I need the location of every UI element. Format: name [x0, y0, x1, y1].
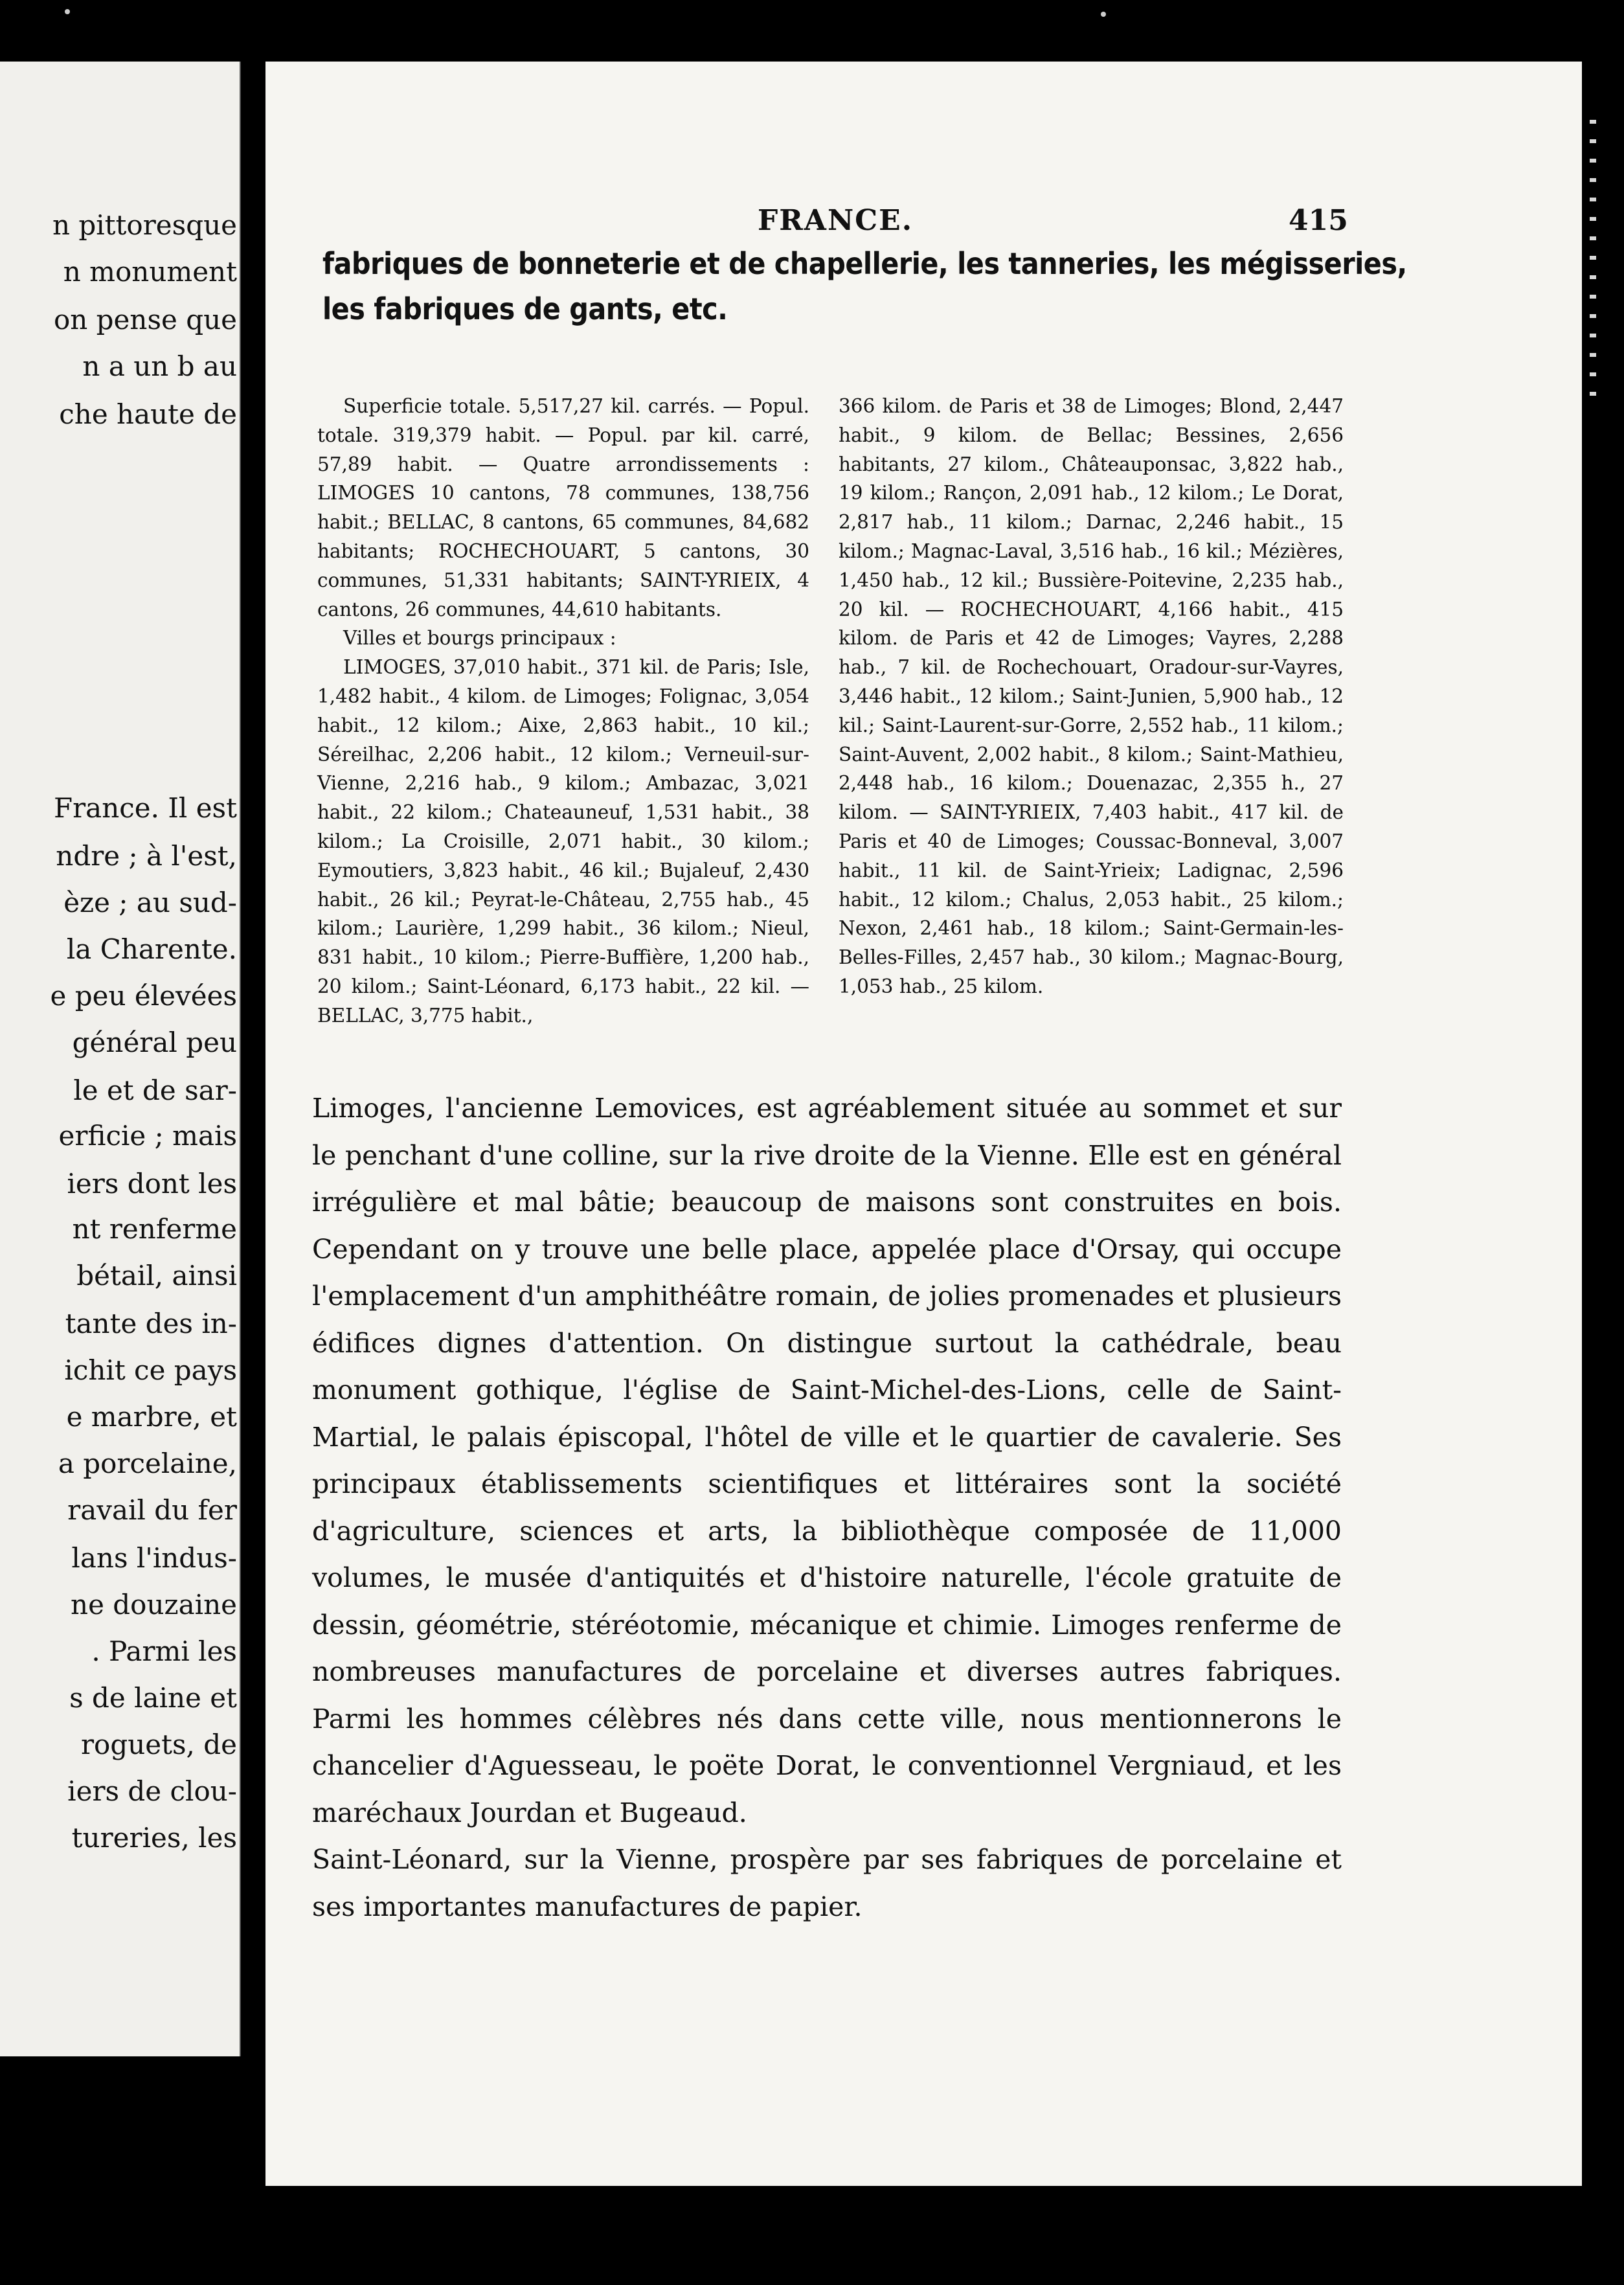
facing-page-line: èze ; au sud- — [63, 887, 237, 918]
facing-page-line: ichit ce pays — [64, 1354, 237, 1386]
towns-paragraph-continued: 366 kilom. de Paris et 38 de Limoges; Blond, 2,447 habit., 9 kilom. de Bellac; Bessines, 2,656 habitants, 27 kilom., Châteauponsac, 3,822 hab., 19 kilom.; Rançon, 2,091 hab., 12 kilom.; Le Dorat, 2,817 hab., 11 kilom.; Darnac, 2,246 habit., 15 kilom.; Magnac-Laval, 3,516 hab., 16 kil.; Mézières, 1,450 hab., 12 kil.; Bussière-Poitevine, 2,235 hab., 20 kil. — ROCHECHOUART, 4,166 habit., 415 kilom. de Paris et 42 de Limoges; Vayres, 2,288 hab., 7 kil. de Rochechouart, Oradour-sur-Vayres, 3,446 habit., 12 kilom.; Saint-Junien, 5,900 hab., 12 kil.; Saint-Laurent-sur-Gorre, 2,552 hab., 11 kilom.; Saint-Auvent, 2,002 habit., 8 kilom.; Saint-Mathieu, 2,448 hab., 16 kilom.; Douenazac, 2,355 h., 27 kilom. — SAINT-YRIEIX, 7,403 habit., 417 kil. de Paris et 40 de Limoges; Coussac-Bonneval, 3,007 habit., 11 kil. de Saint-Yrieix; Ladignac, 2,596 habit., 12 kilom.; Chalus, 2,053 habit., 25 kilom.; Nexon, 2,461 hab., 18 kilom.; Saint-Germain-les-Belles-Filles, 2,457 hab., 30 kilom.; Magnac-Bourg, 1,053 hab., 25 kilom. — [839, 395, 1344, 997]
facing-page-line: bétail, ainsi — [76, 1260, 237, 1291]
facing-page-line: tante des in- — [65, 1308, 237, 1339]
facing-page-line: n pittoresque — [52, 209, 237, 241]
intro-line-1: fabriques de bonneterie et de chapellerie, les tanneries, les mégisseries, — [322, 246, 1407, 281]
body-text — [312, 1085, 1342, 1930]
facing-page-line: on pense que — [53, 304, 237, 335]
facing-page-line: . Parmi les — [91, 1635, 237, 1667]
facing-page-line: iers de clou- — [67, 1775, 237, 1807]
facing-page-left — [0, 62, 241, 2056]
facing-page-line: lans l'indus- — [71, 1542, 237, 1574]
facing-page-line: e peu élevées — [50, 980, 237, 1012]
facing-page-line: général peu — [72, 1027, 237, 1058]
facing-page-line: che haute de — [59, 398, 237, 430]
body-paragraph-saint-leonard: Saint-Léonard, sur la Vienne, prospère par ses fabriques de porcelaine et ses importantes manufactures de papier. — [312, 1844, 1342, 1922]
facing-page-line: France. Il est — [53, 792, 237, 824]
facing-page-line: ravail du fer — [67, 1494, 237, 1526]
statistics-column-left — [317, 392, 809, 1030]
facing-page-line: e marbre, et — [66, 1401, 237, 1433]
facing-page-line: nt renferme — [72, 1213, 237, 1245]
facing-page-line: ndre ; à l'est, — [56, 840, 237, 872]
scan-speck — [1101, 12, 1106, 17]
facing-page-line: ne douzaine — [71, 1589, 237, 1620]
statistics-column-right — [839, 392, 1344, 1001]
book-page — [265, 62, 1582, 2186]
facing-page-line: le et de sar- — [73, 1074, 237, 1106]
facing-page-line: iers dont les — [67, 1168, 237, 1199]
statistics-paragraph: Superficie totale. 5,517,27 kil. carrés. — Popul. totale. 319,379 habit. — Popul. par kil. carré, 57,89 habit. — Quatre arrondissements : LIMOGES 10 cantons, 78 communes, 138,756 habit.; BELLAC, 8 cantons, 65 communes, 84,682 habitants; ROCHECHOUART, 5 cantons, 30 communes, 51,331 habitants; SAINT-YRIEIX, 4 cantons, 26 communes, 44,610 habitants. — [317, 395, 809, 620]
page-number: 415 — [1289, 204, 1348, 237]
page-edge-artifact — [1590, 120, 1596, 405]
facing-page-line: erficie ; mais — [58, 1120, 237, 1152]
facing-page-line: la Charente. — [66, 933, 237, 965]
facing-page-line: s de laine et — [69, 1682, 237, 1714]
scan-speck — [65, 9, 70, 14]
running-title: FRANCE. — [758, 204, 914, 237]
facing-page-line: roguets, de — [80, 1729, 237, 1760]
body-paragraph-limoges: Limoges, l'ancienne Lemovices, est agréablement située au sommet et sur le penchant d'une colline, sur la rive droite de la Vienne. Elle est en général irrégulière et mal bâtie; beaucoup de maisons sont construites en bois. Cependant on y trouve une belle place, appelée place d'Orsay, qui occupe l'emplacement d'un amphithéâtre romain, de jolies promenades et plusieurs édifices dignes d'attention. On distingue surtout la cathédrale, beau monument gothique, l'église de Saint-Michel-des-Lions, celle de Saint-Martial, le palais épiscopal, l'hôtel de ville et le quartier de cavalerie. Ses principaux établissements scientifiques et littéraires sont la société d'agriculture, sciences et arts, la bibliothèque composée de 11,000 volumes, le musée d'antiquités et d'histoire naturelle, l'école gratuite de dessin, géométrie, stéréotomie, mécanique et chimie. Limoges renferme de nombreuses manufactures de porcelaine et diverses autres fabriques. Parmi les hommes célèbres nés dans cette ville, nous mentionnerons le chancelier d'Aguesseau, le poëte Dorat, le conventionnel Vergniaud, et les maréchaux Jourdan et Bugeaud. — [312, 1093, 1342, 1828]
towns-paragraph: LIMOGES, 37,010 habit., 371 kil. de Paris; Isle, 1,482 habit., 4 kilom. de Limoges; Folignac, 3,054 habit., 12 kilom.; Aixe, 2,863 habit., 10 kil.; Séreilhac, 2,206 habit., 12 kilom.; Verneuil-sur-Vienne, 2,216 hab., 9 kilom.; Ambazac, 3,021 habit., 22 kilom.; Chateauneuf, 1,531 habit., 38 kilom.; La Croisille, 2,071 habit., 30 kilom.; Eymoutiers, 3,823 habit., 46 kil.; Bujaleuf, 2,430 habit., 26 kil.; Peyrat-le-Château, 2,755 hab., 45 kilom.; Laurière, 1,299 habit., 36 kilom.; Nieul, 831 habit., 10 kilom.; Pierre-Buffière, 1,200 hab., 20 kilom.; Saint-Léonard, 6,173 habit., 22 kil. — BELLAC, 3,775 habit., — [317, 656, 809, 1027]
towns-heading: Villes et bourgs principaux : — [343, 627, 616, 650]
facing-page-line: n monument — [63, 256, 237, 288]
facing-page-line: tureries, les — [71, 1822, 237, 1854]
facing-page-line: a porcelaine, — [58, 1448, 237, 1479]
intro-line-2: les fabriques de gants, etc. — [322, 291, 728, 326]
facing-page-line: n a un b au — [82, 350, 237, 382]
